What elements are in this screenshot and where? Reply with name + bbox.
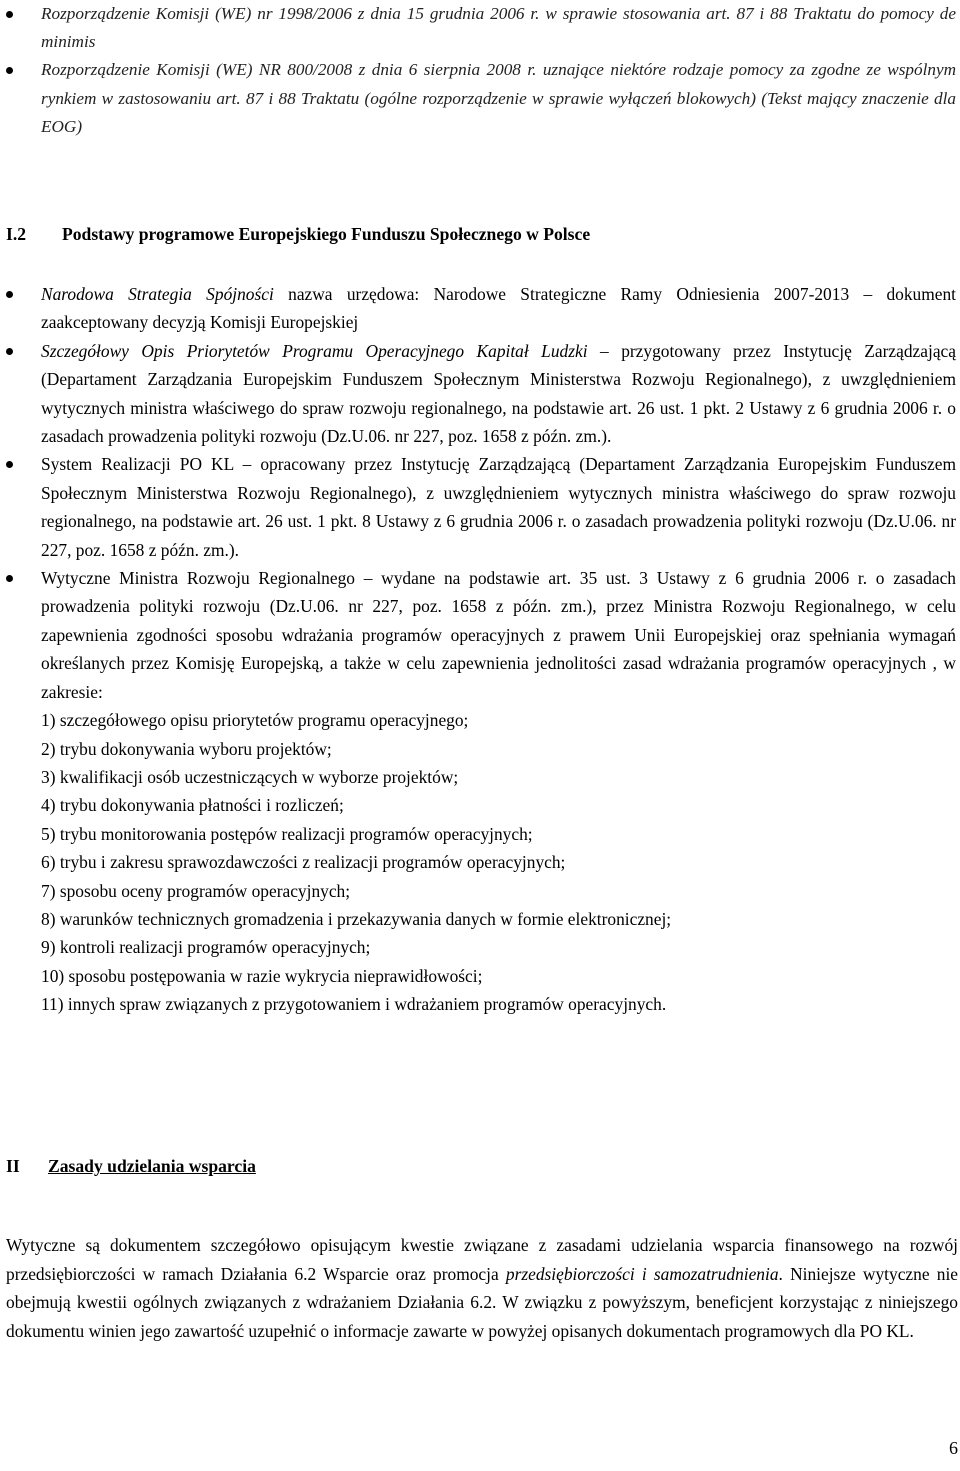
list-item-title: Narodowa Strategia Spójności — [41, 284, 274, 304]
sub-list-item: 8) warunków technicznych gromadzenia i przekazywania danych w formie elektronicznej; — [41, 908, 672, 929]
sub-list-item: 1) szczegółowego opisu priorytetów programu operacyjnego; — [41, 710, 469, 731]
body-paragraph — [6, 1231, 958, 1345]
list-item — [0, 0, 958, 56]
sub-list-item: 11) innych spraw związanych z przygotowaniem i wdrażaniem programów operacyjnych. — [41, 994, 667, 1015]
sub-list-item: 3) kwalifikacji osób uczestniczących w wyborze projektów; — [41, 766, 459, 787]
list-item — [0, 280, 958, 337]
sub-list-item: 4) trybu dokonywania płatności i rozliczeń; — [41, 795, 344, 816]
section-number: II — [6, 1156, 20, 1176]
list-item-title: Szczegółowy Opis Priorytetów Programu Operacyjnego Kapitał Ludzki — [41, 340, 588, 361]
section-number: I.2 — [6, 224, 27, 244]
section-title: Zasady udzielania wsparcia — [48, 1156, 256, 1176]
list-item-text: Rozporządzenie Komisji (WE) NR 800/2008 z dnia 6 sierpnia 2008 r. uznające niektóre rodzaje pomocy za zgodne ze wspólnym rynkiem w zastosowaniu art. 87 i 88 Traktatu (ogólne rozporządzenie w sprawie wyłączeń blokowych) (Tekst mający znaczenie dla EOG) — [41, 60, 956, 136]
sub-list-item: 10) sposobu postępowania w razie wykrycia nieprawidłowości; — [41, 965, 483, 986]
list-item — [0, 337, 958, 451]
list-item — [0, 56, 958, 141]
section-heading-i2 — [6, 220, 956, 248]
list-item-text: Wytyczne Ministra Rozwoju Regionalnego – wydane na podstawie art. 35 ust. 3 Ustawy z 6 grudnia 2006 r. o zasadach prowadzenia polityki rozwoju (Dz.U.06. nr 227, poz. 1658 z późn. zm.), przez Ministra Rozwoju Regionalnego, w celu zapewnienia zgodności sposobu wdrażania programów operacyjnych z prawem Unii Europejskiej oraz spełniania wymagań określanych przez Komisję Europejską, a także w celu zapewnienia jednolitości zasad wdrażania programów operacyjnych , w zakresie: — [41, 568, 956, 702]
sub-list-item: 9) kontroli realizacji programów operacyjnych; — [41, 937, 371, 958]
paragraph-italic-text: przedsiębiorczości i samozatrudnienia — [505, 1263, 779, 1284]
list-item — [0, 450, 958, 564]
section-title: Podstawy programowe Europejskiego Funduszu Społecznego w Polsce — [62, 224, 591, 244]
list-item — [0, 564, 958, 1019]
program-documents-list — [0, 280, 958, 1019]
list-item-text: Rozporządzenie Komisji (WE) nr 1998/2006 z dnia 15 grudnia 2006 r. w sprawie stosowania art. 87 i 88 Traktatu do pomocy de minimis — [41, 4, 956, 52]
sub-list-item: 7) sposobu oceny programów operacyjnych; — [41, 880, 351, 901]
page-number: 6 — [949, 1438, 958, 1458]
sub-list-item: 5) trybu monitorowania postępów realizacji programów operacyjnych; — [41, 823, 533, 844]
list-item-text: System Realizacji PO KL – opracowany przez Instytucję Zarządzającą (Departament Zarządzania Europejskim Funduszem Społecznym Ministerstwa Rozwoju Regionalnego), z uwzględnieniem wytycznych ministra właściwego do spraw rozwoju regionalnego, na podstawie art. 26 ust. 1 pkt. 8 Ustawy z 6 grudnia 2006 r. o zasadach prowadzenia polityki rozwoju (Dz.U.06. nr 227, poz. 1658 z późn. zm.). — [41, 454, 956, 560]
section-heading-ii — [6, 1152, 256, 1180]
paragraph-text: Wytyczne są dokumentem szczegółowo opisującym kwestie związane z zasadami udzielania wsparcia finansowego na rozwój przedsiębiorczości w ramach Działania 6.2 Wsparcie oraz promocja — [6, 1235, 958, 1284]
paragraph-text: . Niniejsze wytyczne nie obejmują kwestii ogólnych związanych z wdrażaniem Działania 6.2. W związku z powyższym, beneficjent korzystając z niniejszego dokumentu winien jego zawartość uzupełnić o informacje zawarte w powyżej opisanych dokumentach programowych dla PO KL. — [6, 1263, 958, 1341]
sub-list-item: 2) trybu dokonywania wyboru projektów; — [41, 738, 332, 759]
sub-list-item: 6) trybu i zakresu sprawozdawczości z realizacji programów operacyjnych; — [41, 852, 566, 873]
list-item-text: nazwa urzędowa: Narodowe Strategiczne Ramy Odniesienia 2007-2013 – dokument zaakceptowany decyzją Komisji Europejskiej — [41, 284, 957, 333]
regulations-list — [0, 0, 958, 141]
list-item-text: – przygotowany przez Instytucję Zarządzającą (Departament Zarządzania Europejskim Funduszem Społecznym Ministerstwa Rozwoju Regionalnego), z uwzględnieniem wytycznych ministra właściwego do spraw rozwoju regionalnego, na podstawie art. 26 ust. 1 pkt. 2 Ustawy z 6 grudnia 2006 r. o zasadach prowadzenia polityki rozwoju (Dz.U.06. nr 227, poz. 1658 z późn. zm.). — [41, 340, 956, 447]
